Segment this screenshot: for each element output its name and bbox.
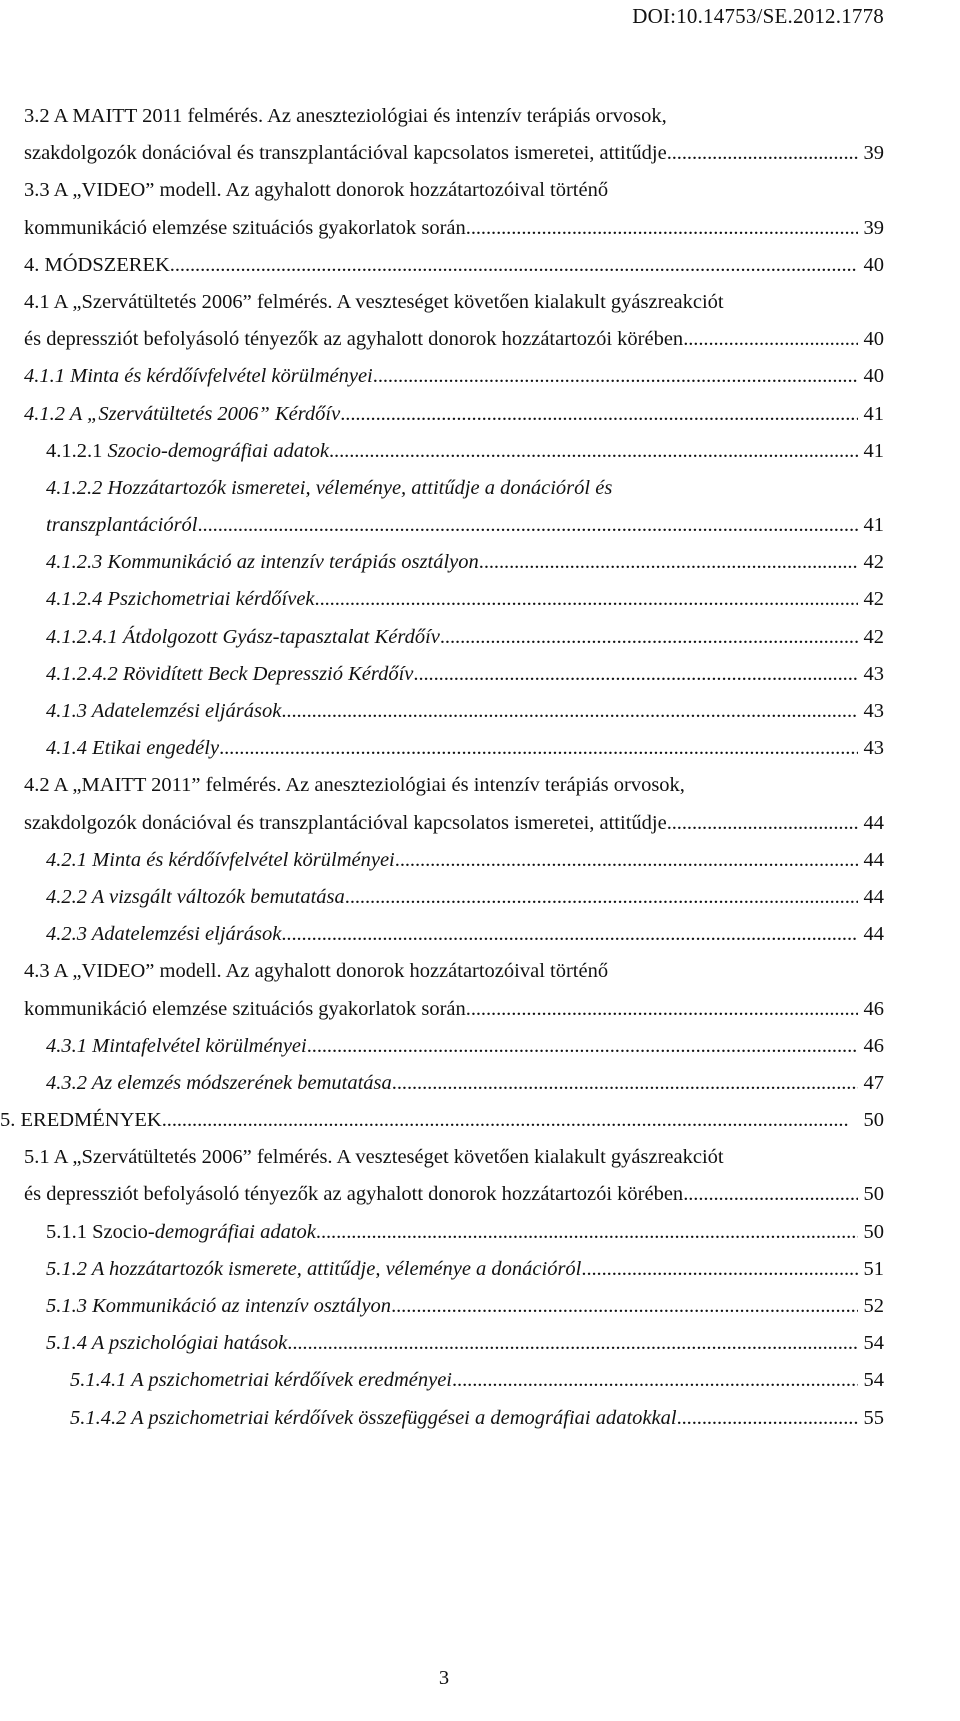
toc-entry[interactable]: [0, 581, 884, 618]
toc-entry-line: [0, 1028, 884, 1065]
toc-page-number: 40: [863, 365, 884, 388]
toc-entry-line: [0, 1400, 884, 1437]
toc-entry-title: 5.1 A „Szervátültetés 2006” felmérés. A veszteséget követően kialakult gyászreakciót: [24, 1146, 724, 1169]
toc-page-number: 41: [863, 514, 884, 537]
toc-entry-line: [0, 172, 884, 209]
dot-leader: [667, 135, 858, 172]
dot-leader: [677, 1400, 858, 1437]
toc-entry-title: 5.1.4 A pszichológiai hatások: [46, 1332, 288, 1355]
dot-leader: [340, 396, 857, 433]
toc-page-number: 43: [863, 662, 884, 685]
toc-entry[interactable]: [0, 656, 884, 693]
toc-entry-line: [0, 693, 884, 730]
dot-leader: [440, 619, 858, 656]
dot-leader: [373, 358, 858, 395]
dot-leader: [315, 581, 858, 618]
toc-entry[interactable]: [0, 1400, 884, 1437]
toc-entry[interactable]: [0, 358, 884, 395]
toc-page-number: 42: [863, 588, 884, 611]
dot-leader: [683, 321, 857, 358]
toc-entry-line: [0, 210, 884, 247]
toc-entry-title: 4.1.2.2 Hozzátartozók ismeretei, véleménye, attitűdje a donációról és: [46, 476, 613, 499]
toc-entry-line: [0, 879, 884, 916]
toc-page-number: 46: [863, 1034, 884, 1057]
toc-entry-title: transzplantációról: [46, 514, 198, 537]
toc-entry-line: [0, 805, 884, 842]
toc-page-number: 44: [863, 811, 884, 834]
toc-entry[interactable]: [0, 1102, 884, 1139]
toc-page-number: 50: [863, 1183, 884, 1206]
toc-entry-line: [0, 1251, 884, 1288]
toc-page-number: 46: [863, 997, 884, 1020]
toc-entry-line: [0, 544, 884, 581]
toc-entry-title: 5.1.2 A hozzátartozók ismerete, attitűdje, véleménye a donációról: [46, 1257, 582, 1280]
toc-entry[interactable]: [0, 172, 884, 246]
toc-entry[interactable]: [0, 1139, 884, 1213]
toc-entry[interactable]: [0, 693, 884, 730]
dot-leader: [581, 1251, 857, 1288]
toc-entry-line: [0, 247, 884, 284]
toc-page-number: 51: [863, 1257, 884, 1280]
toc-entry-title: 5.1.4.2 A pszichometriai kérdőívek összefüggései a demográfiai adatokkal: [70, 1406, 677, 1429]
toc-entry-line: [0, 1176, 884, 1213]
toc-entry-title: 4.3 A „VIDEO” modell. Az agyhalott donorok hozzátartozóival történő: [24, 960, 609, 983]
toc-entry-title: 5.1.1 Szocio-demográfiai adatok: [46, 1220, 316, 1243]
toc-entry-title: és depressziót befolyásoló tényezők az agyhalott donorok hozzátartozói körében: [24, 328, 684, 351]
dot-leader: [219, 730, 857, 767]
toc-page-number: 52: [863, 1295, 884, 1317]
toc-entry-title: kommunikáció elemzése szituációs gyakorlatok során: [24, 216, 466, 239]
toc-entry[interactable]: [0, 1362, 884, 1399]
toc-entry-line: [0, 767, 884, 804]
toc-entry[interactable]: [0, 767, 884, 841]
toc-entry[interactable]: [0, 98, 884, 172]
toc-page-number: 44: [863, 923, 884, 946]
toc-entry[interactable]: [0, 730, 884, 767]
dot-leader: [683, 1176, 857, 1213]
toc-entry-line: [0, 358, 884, 395]
toc-entry-line: [0, 581, 884, 618]
toc-entry[interactable]: [0, 619, 884, 656]
toc-page-number: 54: [863, 1332, 884, 1355]
toc-page-number: 41: [863, 402, 884, 425]
dot-leader: [329, 433, 858, 470]
toc-page-number: 42: [863, 551, 884, 574]
toc-entry[interactable]: [0, 544, 884, 581]
toc-entry[interactable]: [0, 842, 884, 879]
toc-page-number: 55: [863, 1406, 884, 1429]
toc-entry[interactable]: [0, 247, 884, 284]
toc-entry-line: [0, 1362, 884, 1399]
toc-page-number: 43: [863, 737, 884, 760]
toc-page-number: 42: [863, 625, 884, 648]
toc-entry-line: [0, 98, 884, 135]
toc-entry-line: [0, 953, 884, 990]
toc-entry-line: [0, 470, 884, 507]
toc-entry-title: 5. EREDMÉNYEK: [0, 1109, 162, 1132]
dot-leader: [316, 1214, 858, 1251]
toc-entry-title: 4.1.1 Minta és kérdőívfelvétel körülményei: [24, 365, 373, 388]
toc-entry-line: [0, 991, 884, 1028]
dot-leader: [392, 1065, 858, 1102]
toc-entry-line: [0, 1288, 884, 1325]
toc-entry-line: [0, 1325, 884, 1362]
toc-entry-title: szakdolgozók donációval és transzplantációval kapcsolatos ismeretei, attitűdje: [24, 142, 667, 165]
toc-entry-line: [0, 135, 884, 172]
toc-entry-title: 4.2.3 Adatelemzési eljárások: [46, 923, 282, 946]
toc-entry-line: [0, 1102, 884, 1139]
toc-page-number: 50: [863, 1109, 884, 1132]
toc-entry-line: [0, 842, 884, 879]
table-of-contents: [0, 98, 884, 1437]
toc-entry-title: 4.1.2.3 Kommunikáció az intenzív terápiás osztályon: [46, 551, 479, 574]
toc-page-number: 40: [863, 328, 884, 351]
toc-entry-line: [0, 507, 884, 544]
toc-entry-line: [0, 1214, 884, 1251]
toc-page-number: 50: [863, 1220, 884, 1243]
toc-entry-title: 5.1.3 Kommunikáció az intenzív osztályon: [46, 1295, 392, 1317]
toc-page-number: 54: [863, 1369, 884, 1392]
toc-entry[interactable]: [0, 470, 884, 544]
toc-entry[interactable]: [0, 1251, 884, 1288]
page-number-footer: [0, 1667, 884, 1690]
dot-leader: [281, 916, 857, 953]
toc-entry-line: [0, 656, 884, 693]
toc-entry-title: 3.3 A „VIDEO” modell. Az agyhalott donorok hozzátartozóival történő: [24, 179, 609, 202]
toc-entry-title: 4.1.3 Adatelemzési eljárások: [46, 700, 282, 722]
dot-leader: [287, 1325, 857, 1362]
toc-entry-title: 4.3.2 Az elemzés módszerének bemutatása: [46, 1071, 392, 1094]
dot-leader: [391, 1288, 857, 1325]
toc-entry-title: 4. MÓDSZEREK: [24, 253, 170, 276]
toc-page-number: 44: [863, 848, 884, 871]
toc-entry-line: [0, 619, 884, 656]
dot-leader: [281, 693, 857, 730]
toc-entry[interactable]: [0, 916, 884, 953]
toc-entry-line: [0, 321, 884, 358]
toc-entry-title: és depressziót befolyásoló tényezők az agyhalott donorok hozzátartozói körében: [24, 1183, 684, 1206]
toc-entry[interactable]: [0, 1214, 884, 1251]
dot-leader: [395, 842, 858, 879]
dot-leader: [667, 805, 858, 842]
dot-leader: [345, 879, 858, 916]
toc-entry-title: 4.2.2 A vizsgált változók bemutatása: [46, 885, 345, 908]
toc-page-number: 47: [863, 1071, 884, 1094]
toc-entry[interactable]: [0, 396, 884, 433]
toc-entry-title: 4.1.2.1 Szocio-demográfiai adatok: [46, 439, 329, 462]
toc-entry-title: 4.2 A „MAITT 2011” felmérés. Az aneszteziológiai és intenzív terápiás orvosok,: [24, 774, 685, 797]
dot-leader: [466, 991, 858, 1028]
toc-entry-title: 4.1.2 A „Szervátültetés 2006” Kérdőív: [24, 402, 341, 425]
toc-entry[interactable]: [0, 1065, 884, 1102]
toc-page-number: 44: [863, 885, 884, 908]
doi-header: DOI:10.14753/SE.2012.1778: [632, 4, 884, 28]
toc-entry-title: 4.1.2.4.1 Átdolgozott Gyász-tapasztalat Kérdőív: [46, 625, 440, 648]
toc-entry-title: 5.1.4.1 A pszichometriai kérdőívek eredményei: [70, 1369, 452, 1392]
toc-entry[interactable]: [0, 433, 884, 470]
toc-entry-line: [0, 433, 884, 470]
toc-entry-line: [0, 1139, 884, 1176]
toc-entry-title: 4.1 A „Szervátültetés 2006” felmérés. A veszteséget követően kialakult gyászreakciót: [24, 290, 724, 313]
toc-entry-line: [0, 730, 884, 767]
toc-entry[interactable]: [0, 1028, 884, 1065]
toc-entry-title: 3.2 A MAITT 2011 felmérés. Az aneszteziológiai és intenzív terápiás orvosok,: [24, 105, 667, 127]
dot-leader: [170, 247, 858, 284]
toc-entry[interactable]: [0, 1325, 884, 1362]
toc-entry-line: [0, 284, 884, 321]
toc-entry[interactable]: [0, 953, 884, 1027]
toc-entry-title: 4.1.4 Etikai engedély: [46, 737, 220, 760]
dot-leader: [307, 1028, 858, 1065]
toc-entry[interactable]: [0, 284, 884, 358]
toc-entry[interactable]: [0, 1288, 884, 1325]
toc-entry-title: 4.2.1 Minta és kérdőívfelvétel körülményei: [46, 848, 395, 871]
dot-leader: [479, 544, 858, 581]
toc-entry-line: [0, 1065, 884, 1102]
dot-leader: [198, 507, 858, 544]
toc-entry-line: [0, 916, 884, 953]
toc-page-number: 41: [863, 439, 884, 462]
toc-page-number: 39: [863, 142, 884, 165]
toc-page-number: 40: [863, 253, 884, 276]
page-number: 3: [438, 1667, 450, 1689]
toc-page-number: 43: [863, 700, 884, 722]
toc-entry-title: 4.1.2.4.2 Rövidített Beck Depresszió Kérdőív: [46, 662, 414, 685]
toc-entry-title: 4.3.1 Mintafelvétel körülményei: [46, 1034, 307, 1057]
toc-page-number: 39: [863, 216, 884, 239]
toc-entry-title: 4.1.2.4 Pszichometriai kérdőívek: [46, 588, 315, 611]
toc-entry-title: szakdolgozók donációval és transzplantációval kapcsolatos ismeretei, attitűdje: [24, 811, 667, 834]
toc-entry[interactable]: [0, 879, 884, 916]
dot-leader: [452, 1362, 858, 1399]
toc-entry-line: [0, 396, 884, 433]
dot-leader: [466, 210, 858, 247]
dot-leader: [162, 1102, 858, 1139]
toc-entry-title: kommunikáció elemzése szituációs gyakorlatok során: [24, 997, 466, 1020]
dot-leader: [413, 656, 857, 693]
